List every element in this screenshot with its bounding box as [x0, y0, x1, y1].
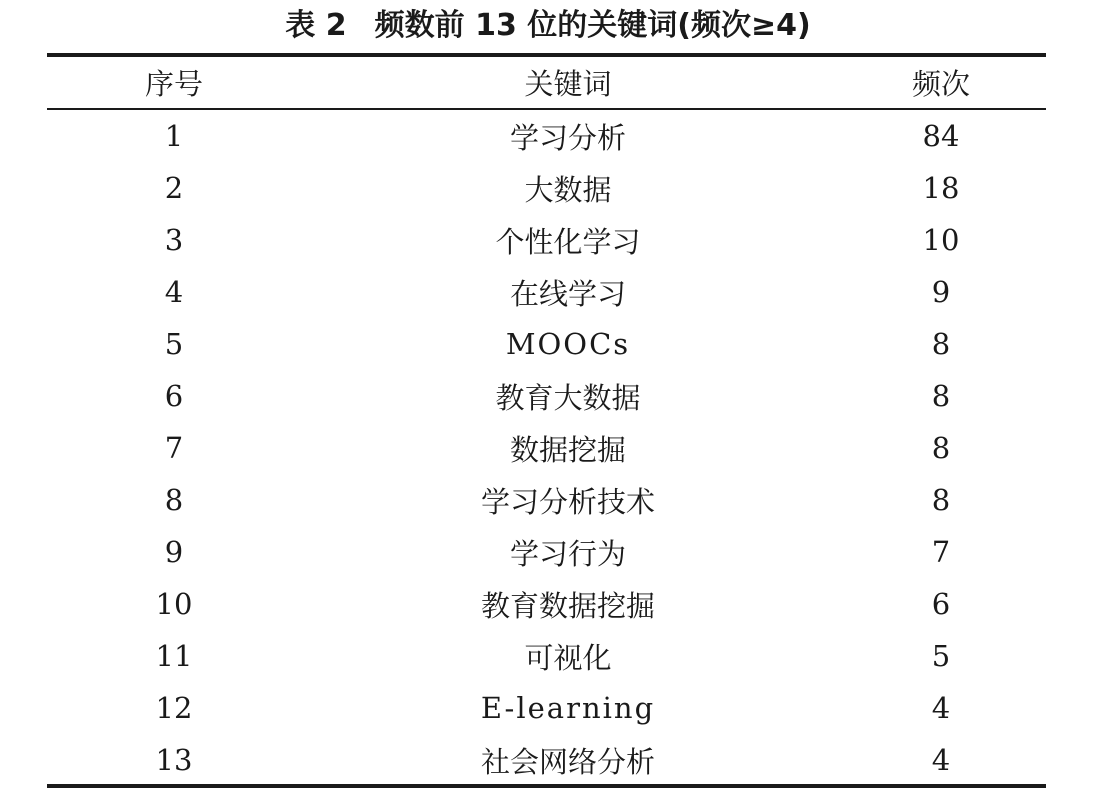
table-row	[47, 266, 1046, 318]
table-row	[47, 162, 1046, 214]
table-row	[47, 630, 1046, 682]
cell-keyword: E-learning	[480, 691, 656, 725]
cell-index: 8	[164, 483, 184, 517]
cell-keyword: 学习分析技术	[480, 484, 655, 519]
cell-keyword: 学习行为	[509, 536, 626, 571]
cell-keyword: 可视化	[524, 640, 612, 675]
cell-index: 5	[164, 327, 184, 361]
cell-index: 3	[164, 223, 184, 257]
cell-keyword: 数据挖掘	[509, 432, 626, 467]
cell-frequency: 8	[931, 379, 951, 413]
cell-index: 6	[164, 379, 184, 413]
table-row	[47, 578, 1046, 630]
table-row	[47, 214, 1046, 266]
cell-keyword: 社会网络分析	[480, 744, 655, 779]
cell-frequency: 6	[931, 587, 951, 621]
cell-keyword: 教育大数据	[495, 380, 641, 415]
table-title: 频数前 13 位的关键词(频次≥4)	[374, 8, 811, 43]
cell-index: 12	[155, 691, 193, 725]
cell-index: 2	[164, 171, 184, 205]
cell-frequency: 5	[931, 639, 951, 673]
cell-frequency: 9	[931, 275, 951, 309]
cell-frequency: 18	[922, 171, 960, 205]
table-row	[47, 422, 1046, 474]
cell-index: 13	[155, 743, 193, 777]
cell-frequency: 4	[931, 691, 951, 725]
cell-index: 9	[164, 535, 184, 569]
cell-index: 4	[164, 275, 184, 309]
cell-keyword: 教育数据挖掘	[480, 588, 655, 623]
cell-frequency: 8	[931, 483, 951, 517]
cell-keyword: 学习分析	[509, 120, 626, 155]
table-caption	[0, 6, 1096, 46]
header-index: 序号	[144, 66, 203, 101]
header-keyword: 关键词	[524, 66, 612, 101]
top-rule	[47, 53, 1046, 57]
table-row	[47, 526, 1046, 578]
table-row	[47, 318, 1046, 370]
cell-index: 10	[155, 587, 193, 621]
table-row	[47, 734, 1046, 786]
cell-frequency: 84	[922, 119, 960, 153]
cell-index: 11	[155, 639, 193, 673]
header-frequency: 频次	[911, 66, 970, 101]
table-row	[47, 474, 1046, 526]
cell-index: 1	[164, 119, 184, 153]
cell-frequency: 8	[931, 327, 951, 361]
cell-frequency: 10	[922, 223, 960, 257]
bottom-rule	[47, 784, 1046, 788]
cell-keyword: 个性化学习	[495, 224, 641, 259]
cell-keyword: 大数据	[524, 172, 612, 207]
cell-frequency: 7	[931, 535, 951, 569]
cell-index: 7	[164, 431, 184, 465]
table-number: 表 2	[285, 8, 347, 43]
cell-frequency: 4	[931, 743, 951, 777]
table-row	[47, 370, 1046, 422]
cell-frequency: 8	[931, 431, 951, 465]
cell-keyword: 在线学习	[509, 276, 626, 311]
cell-keyword: MOOCs	[505, 327, 631, 361]
table-row	[47, 110, 1046, 162]
table-header-row	[47, 58, 1046, 106]
table-row	[47, 682, 1046, 734]
